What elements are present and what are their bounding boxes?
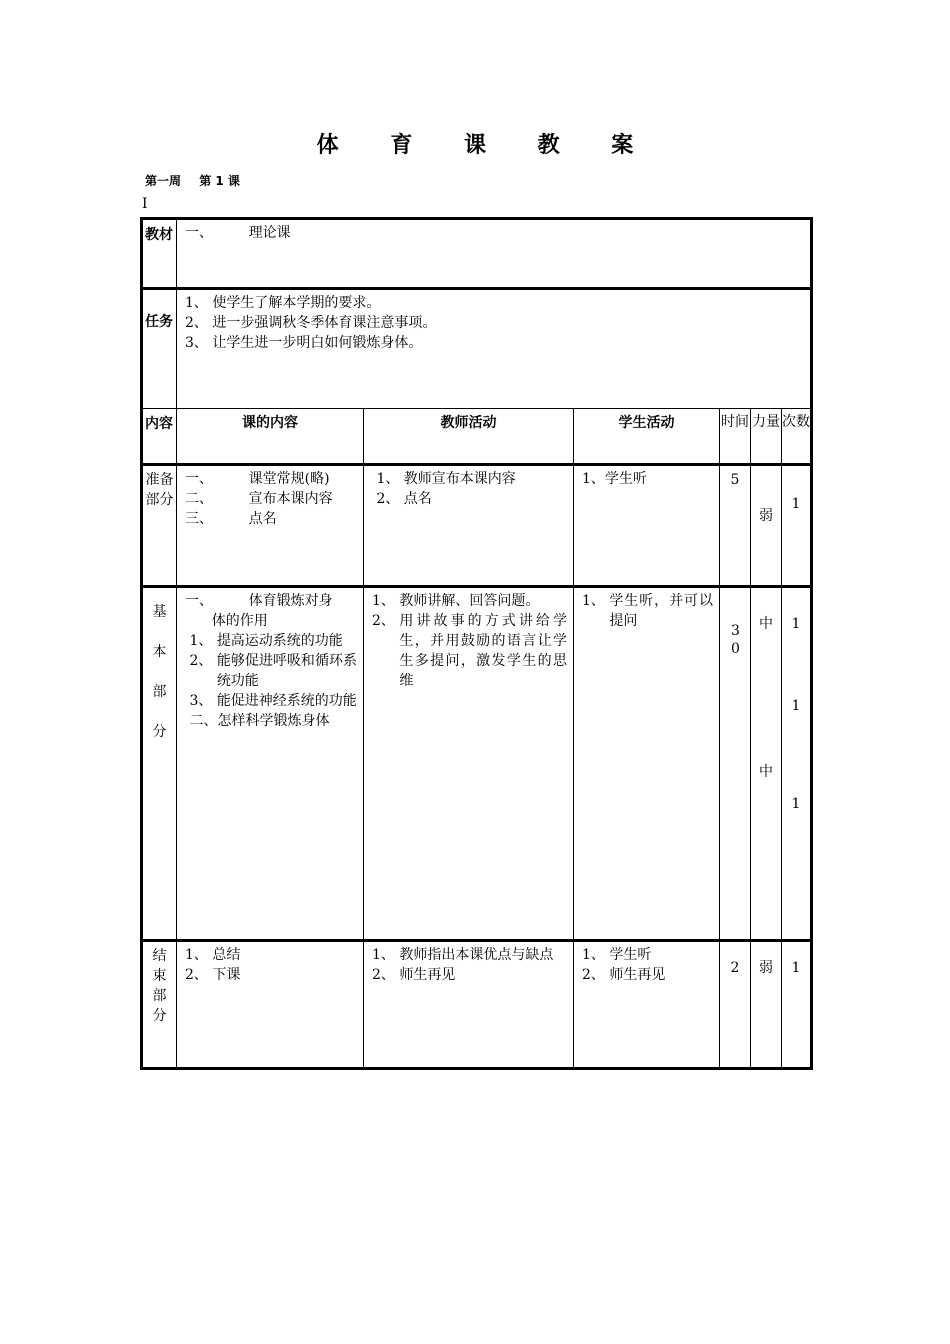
material-content: 一、 理论课 [177,219,812,289]
basic-count-3: 1 [791,796,801,812]
task-item: 2、 进一步强调秋冬季体育课注意事项。 [185,315,437,331]
end-content: 1、 总结 2、 下课 [177,941,364,1069]
lesson-info [145,172,254,189]
basic-count-2: 1 [791,698,801,714]
header-content: 课的内容 [177,409,364,465]
basic-count-1: 1 [791,616,801,632]
lesson-plan-table [140,217,813,1070]
header-intensity: 力量 [751,409,782,465]
prep-time: 5 [720,465,751,587]
basic-time: 30 [720,587,751,941]
lesson-number: 第 1 课 [199,174,240,188]
header-count: 次数 [782,409,812,465]
basic-student: 1、 学生听，并可以提问 [574,587,720,941]
header-student: 学生活动 [574,409,720,465]
end-count: 1 [782,941,812,1069]
header-time: 时间 [720,409,751,465]
page-title: 体 育 课 教 案 [316,133,656,158]
end-teacher: 1、 教师指出本课优点与缺点 2、 师生再见 [364,941,574,1069]
prep-student: 1、学生听 [574,465,720,587]
end-student: 1、 学生听 2、 师生再见 [574,941,720,1069]
end-label: 结束部分 [142,941,177,1069]
header-teacher: 教师活动 [364,409,574,465]
task-item: 3、 让学生进一步明白如何锻炼身体。 [185,335,423,351]
basic-intensity [751,587,782,941]
basic-content: 一、 体育锻炼对身 体的作用 1、 提高运动系统的功能 2、 能够促进呼吸和循环系统功能 3、 能促进神经系统的功能 二、怎样科学锻炼身体 [177,587,364,941]
end-time: 2 [720,941,751,1069]
week-label: 第一周 [145,174,182,188]
task-item: 1、 使学生了解本学期的要求。 [185,295,381,311]
end-intensity: 弱 [751,941,782,1069]
text-cursor-mark: I [142,196,148,212]
task-content [177,289,812,409]
prep-intensity: 弱 [751,465,782,587]
task-label: 任务 [142,289,177,409]
basic-count [782,587,812,941]
basic-intensity-1: 中 [759,616,773,632]
basic-teacher: 1、 教师讲解、回答问题。 2、 用讲故事的方式讲给学生，并用鼓励的语言让学生多提问，激发学生的思维 [364,587,574,941]
header-section: 内容 [142,409,177,465]
basic-label: 基本部分 [142,587,177,941]
material-label: 教材 [142,219,177,289]
prep-label: 准备部分 [142,465,177,587]
prep-content: 一、 课堂常规(略) 二、 宣布本课内容 三、 点名 [177,465,364,587]
basic-intensity-2: 中 [759,764,773,780]
prep-count: 1 [782,465,812,587]
prep-teacher: 1、 教师宣布本课内容 2、 点名 [364,465,574,587]
